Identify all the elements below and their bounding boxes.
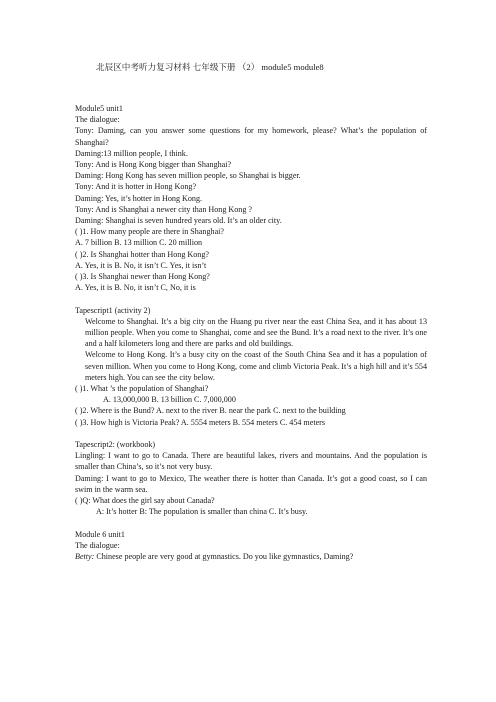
tapescript2-question: ( )Q: What does the girl say about Canada? [75, 496, 215, 506]
dialogue-line: Tony: And it is hotter in Hong Kong? [75, 182, 197, 192]
tapescript1-question-3: ( )3. How high is Victoria Peak? A. 5554 meters B. 554 meters C. 454 meters [75, 417, 326, 427]
module6-unit1-heading: Module 6 unit1 [75, 529, 125, 539]
dialogue-line [75, 551, 427, 562]
dialogue-label: The dialogue: [75, 115, 120, 125]
tapescript1-heading: Tapescript1 (activity 2) [75, 305, 151, 315]
spacer [75, 293, 427, 304]
tapescript1-paragraph-2: Welcome to Hong Kong. It’s a busy city on the coast of the South China Sea and it has a population of seven million. When you come to Hong Kong, come and climb Victoria Peak. It’s a high hill and it’s 554 meters high. You can see the city below. [85, 350, 427, 382]
page-header: 北辰区中考听力复习材料 七年级下册 （2） module5 module8 [96, 62, 324, 72]
dialogue-line: Tony: And is Hong Kong bigger than Shanghai? [75, 160, 232, 170]
question-2-options: A. Yes, it is B. No, it isn’t C. Yes, it isn’t [75, 260, 207, 270]
question-1: ( )1. How many people are there in Shanghai? [75, 227, 225, 237]
document-body [75, 103, 427, 562]
spacer [75, 517, 427, 528]
dialogue-line: Tony: And is Shanghai a newer city than Hong Kong ? [75, 204, 253, 214]
question-1-options: A. 7 billion B. 13 million C. 20 million [75, 238, 203, 248]
tapescript1-question-1-options: A. 13,000,000 B. 13 billion C. 7,000,000 [103, 395, 236, 405]
module5-unit1-heading: Module5 unit1 [75, 104, 123, 113]
tapescript2-paragraph-2: Daming: I want to go to Mexico, The weather there is hotter than Canada. It’s got a good coast, so I can swim in the warm sea. [75, 473, 427, 494]
dialogue-line: Daming: Hong Kong has seven million people, so Shanghai is bigger. [75, 171, 301, 181]
dialogue-line: Daming: Yes, it’s hotter in Hong Kong. [75, 193, 203, 203]
tapescript1-question-1: ( )1. What ’s the population of Shanghai? [75, 384, 209, 394]
dialogue-label: The dialogue: [75, 540, 120, 550]
question-3-options: A. Yes, it is B. No, it isn’t C, No, it is [75, 283, 196, 293]
tapescript2-question-options: A: It’s hotter B: The population is smaller than china C. It’s busy. [96, 507, 308, 517]
question-3: ( )3. Is Shanghai newer than Hong Kong? [75, 272, 210, 282]
dialogue-text: Chinese people are very good at gymnastics. Do you like gymnastics, Daming? [94, 552, 354, 562]
tapescript2-paragraph-1: Lingling: I want to go to Canada. There are beautiful lakes, rivers and mountains. And the population is smaller than China’s, so it’s not very busy. [75, 451, 427, 472]
question-2: ( )2. Is Shanghai hotter than Hong Kong? [75, 249, 209, 259]
tapescript2-heading: Tapescript2: (workbook) [75, 440, 156, 450]
dialogue-line: Daming:13 million people, I think. [75, 148, 188, 158]
dialogue-line: Daming: Shanghai is seven hundred years old. It’s an older city. [75, 216, 282, 226]
spacer [75, 428, 427, 439]
dialogue-line: Tony: Daming, can you answer some questions for my homework, please? What’s the population of Shanghai? [75, 126, 427, 147]
tapescript1-question-2: ( )2. Where is the Bund? A. next to the river B. near the park C. next to the building [75, 406, 346, 416]
speaker-name: Betty: [75, 552, 95, 562]
tapescript1-paragraph-1: Welcome to Shanghai. It’s a big city on the Huang pu river near the east China Sea, and it has about 13 million people. When you come to Shanghai, come and see the Bund. It’s a road next to the river. It’s one and a half kilometers long and there are parks and old buildings. [85, 316, 427, 349]
